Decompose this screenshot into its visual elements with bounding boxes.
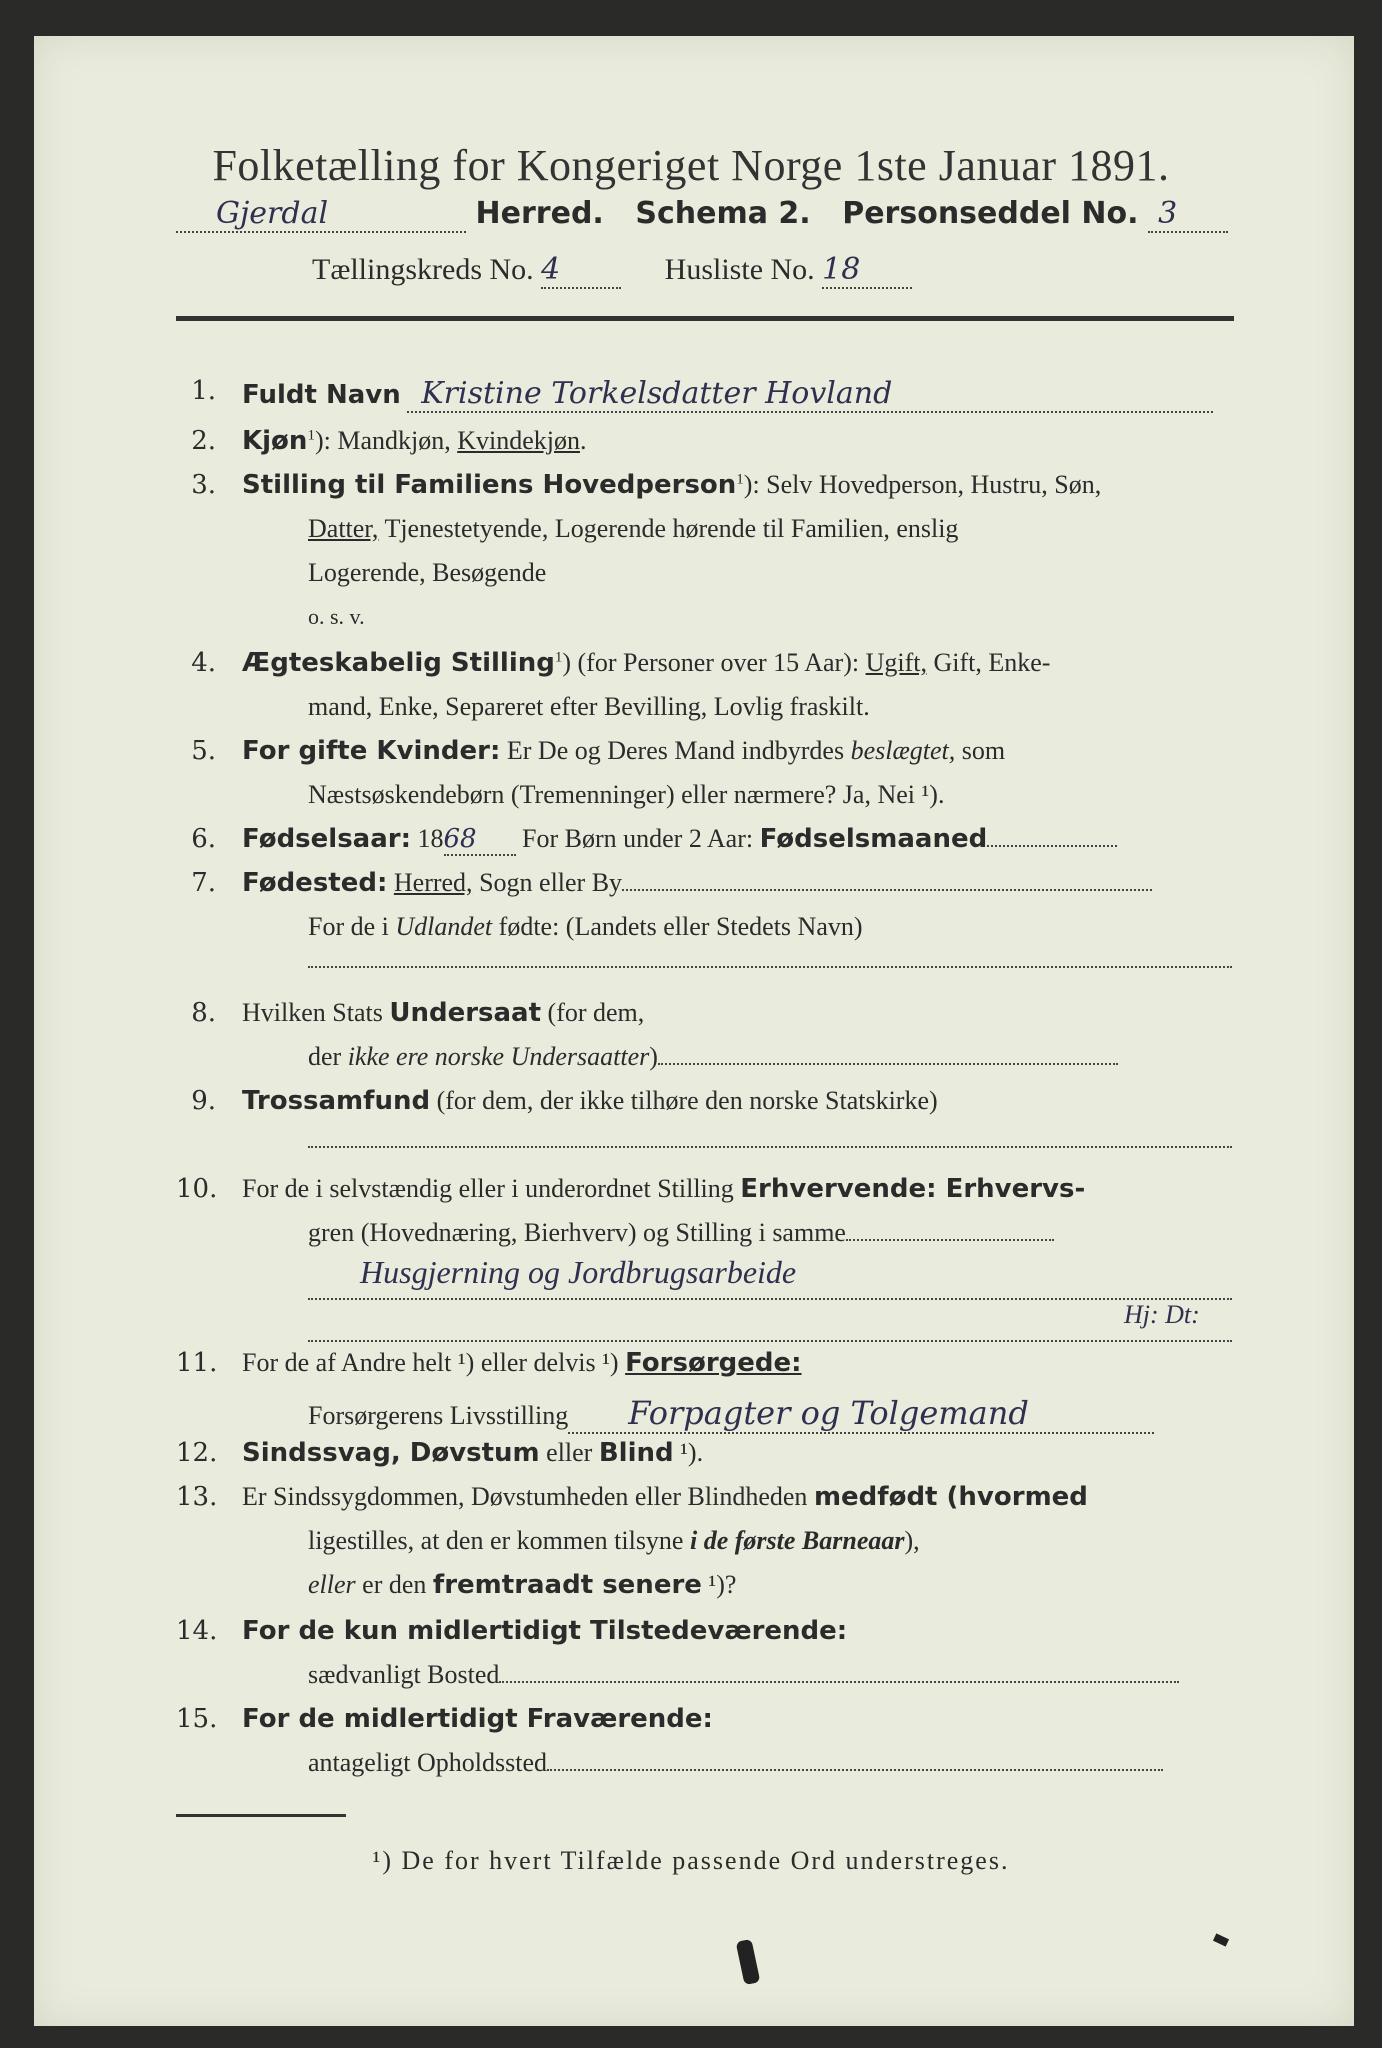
- q13-line-3: [308, 1570, 736, 1600]
- q1-line: [242, 376, 1213, 413]
- q10-answer-line-1: [308, 1298, 1232, 1300]
- q5-text1b: som: [955, 736, 1006, 765]
- q5-text1: Er De og Deres Mand indbyrdes: [500, 736, 851, 765]
- q13-label2: fremtraadt senere: [432, 1570, 702, 1600]
- q15-line-2: [308, 1748, 1163, 1778]
- q1-value: Kristine Torkelsdatter Hovland: [407, 376, 1213, 413]
- q12-end: ¹).: [673, 1438, 704, 1467]
- q13-number: 13.: [176, 1482, 218, 1512]
- personseddel-value: 3: [1148, 196, 1228, 233]
- q7-line-2: [308, 912, 863, 942]
- q13-text3a: er den: [355, 1570, 433, 1599]
- q7-label: Fødested:: [242, 868, 388, 898]
- husliste-label: Husliste No.: [664, 253, 815, 286]
- q11-line-2: [308, 1394, 1154, 1434]
- q7-italic: Udlandet: [395, 912, 493, 941]
- q8-number: 8.: [191, 998, 216, 1028]
- q10-label: Erhvervende: Erhvervs-: [740, 1174, 1086, 1204]
- herred-label: Herred.: [475, 196, 604, 231]
- q15-number: 15.: [176, 1704, 218, 1734]
- q10-value: Husgjerning og Jordbrugsarbeide: [360, 1254, 797, 1290]
- herred-value: Gjerdal: [176, 196, 466, 233]
- q8-text1b: (for dem,: [541, 998, 645, 1027]
- q5-line-1: [242, 736, 1005, 766]
- q13-text2a: ligestilles, at den er kommen tilsyne: [308, 1526, 690, 1555]
- q14-number: 14.: [176, 1616, 218, 1646]
- form-title: Folketælling for Kongeriget Norge 1ste Januar 1891.: [212, 141, 1170, 190]
- q10-value2: Hj: Dt:: [1124, 1300, 1200, 1329]
- q12-line: [242, 1438, 703, 1468]
- q4-label: Ægteskabelig Stilling: [242, 648, 555, 678]
- q8-italic: ikke ere norske Undersaatter: [347, 1042, 650, 1071]
- q10-line-2: [308, 1218, 1054, 1248]
- q4-line-1: [242, 648, 1050, 678]
- q7-answer-line: [308, 966, 1232, 968]
- q4-number: 4.: [191, 648, 216, 678]
- q2-sup: 1: [307, 427, 315, 444]
- q11-label: Forsørgede:: [625, 1348, 802, 1378]
- q3-line-2: [308, 514, 958, 544]
- q14-dots: [499, 1681, 1179, 1683]
- q8-label: Undersaat: [389, 998, 542, 1028]
- q6-number: 6.: [191, 824, 216, 854]
- q8-line-2: [308, 1042, 1118, 1072]
- q13-label: medfødt (hvormed: [813, 1482, 1088, 1512]
- q9-label: Trossamfund: [242, 1086, 431, 1116]
- q7-text2b: fødte: (Landets eller Stedets Navn): [492, 912, 863, 941]
- q11-value: Forpagter og Tolgemand: [568, 1394, 1154, 1434]
- q1-number: 1.: [191, 376, 216, 406]
- q8-text2a: der: [308, 1042, 348, 1071]
- q11-text2: Forsørgerens Livsstilling: [308, 1401, 569, 1430]
- q5-line-2: Næstsøskendebørn (Tremenninger) eller nærmere? Ja, Nei ¹).: [308, 780, 945, 809]
- q7-number: 7.: [191, 868, 216, 898]
- q9-number: 9.: [191, 1086, 216, 1116]
- q11-line-1: [242, 1348, 802, 1378]
- q3-label: Stilling til Familiens Hovedperson: [242, 470, 737, 500]
- q14-line-2: [308, 1660, 1179, 1690]
- q4-text1b: Gift, Enke-: [926, 648, 1051, 677]
- q9-answer-line: [308, 1146, 1232, 1148]
- q13-italic: i de første Barneaar: [689, 1526, 905, 1555]
- q13-line-2: [308, 1526, 920, 1556]
- q6-label: Fødselsaar:: [242, 824, 411, 854]
- kreds-value: 4: [541, 252, 621, 289]
- header-line-herred: [176, 196, 1228, 233]
- q7-text: Sogn eller By: [472, 868, 623, 897]
- q14-text: sædvanligt Bosted: [308, 1660, 500, 1689]
- kreds-label: Tællingskreds No.: [312, 253, 534, 286]
- q15-label: For de midlertidigt Fraværende:: [242, 1704, 713, 1734]
- q12-number: 12.: [176, 1438, 218, 1468]
- q13-text3b: ¹)?: [701, 1570, 737, 1599]
- q3-line-4: o. s. v.: [308, 604, 365, 629]
- q7-text2a: For de i: [308, 912, 396, 941]
- q3-text1: ): Selv Hovedperson, Hustru, Søn,: [743, 470, 1102, 499]
- q8-line-1: [242, 998, 644, 1028]
- q11-number: 11.: [176, 1348, 218, 1378]
- q4-selected: Ugift,: [865, 648, 927, 677]
- q15-line-1: [242, 1704, 713, 1734]
- q10-number: 10.: [176, 1174, 218, 1204]
- q2-end: .: [579, 426, 587, 455]
- schema-label: Schema 2.: [635, 196, 811, 231]
- q13-text2b: ),: [904, 1526, 920, 1555]
- header-line-kreds: [312, 252, 912, 289]
- q13-line-1: [242, 1482, 1088, 1512]
- q6-line: [242, 824, 1117, 856]
- q4-text1: ) (for Personer over 15 Aar):: [562, 648, 866, 677]
- q3-selected: Datter,: [308, 514, 379, 543]
- q8-text2b: ): [649, 1042, 658, 1071]
- q6-value: 68: [444, 824, 516, 856]
- q12-label: Sindssvag, Døvstum: [242, 1438, 540, 1468]
- q11-text1a: For de af Andre helt ¹) eller delvis ¹): [242, 1348, 626, 1377]
- q5-number: 5.: [191, 736, 216, 766]
- q13-text1a: Er Sindssygdommen, Døvstumheden eller Blindheden: [242, 1482, 814, 1511]
- q6-label2: Fødselsmaaned: [759, 824, 988, 854]
- q2-line: [242, 426, 586, 456]
- q5-italic: beslægtet,: [850, 736, 956, 765]
- q2-number: 2.: [191, 426, 216, 456]
- q10-line-1: [242, 1174, 1085, 1204]
- q14-line-1: [242, 1616, 847, 1646]
- q2-label: Kjøn: [242, 426, 308, 456]
- header-rule: [176, 316, 1234, 321]
- q10-answer-line-2: [308, 1340, 1232, 1342]
- q3-sup: 1: [736, 471, 744, 488]
- q10-text2: gren (Hovednæring, Bierhverv) og Stilling i samme: [308, 1218, 846, 1247]
- footnote-rule: [176, 1814, 346, 1817]
- q6-text: For Børn under 2 Aar:: [515, 824, 760, 853]
- q8-text1a: Hvilken Stats: [242, 998, 390, 1027]
- q7-dots: [622, 889, 1152, 891]
- husliste-value: 18: [822, 252, 912, 289]
- q9-line: [242, 1086, 938, 1116]
- q2-text: ): Mandkjøn,: [314, 426, 458, 455]
- q3-line-1: [242, 470, 1101, 500]
- q8-dots: [658, 1063, 1118, 1065]
- q3-text2: Tjenestetyende, Logerende hørende til Familien, enslig: [378, 514, 959, 543]
- q5-label: For gifte Kvinder:: [242, 736, 501, 766]
- q12-text: eller: [539, 1438, 599, 1467]
- q2-selected: Kvindekjøn: [457, 426, 580, 455]
- q4-line-2: mand, Enke, Separeret efter Bevilling, Lovlig fraskilt.: [308, 692, 870, 721]
- personseddel-label: Personseddel No.: [842, 196, 1139, 231]
- q6-prefix: 18: [411, 824, 444, 853]
- q7-selected: Herred,: [393, 868, 473, 897]
- q4-sup: 1: [554, 649, 563, 666]
- q10-dots: [846, 1239, 1054, 1241]
- q15-text: antageligt Opholdssted: [308, 1748, 548, 1777]
- q6-dots: [987, 845, 1117, 847]
- q14-label: For de kun midlertidigt Tilstedeværende:: [242, 1616, 848, 1646]
- q3-line-3: Logerende, Besøgende: [308, 558, 547, 587]
- q9-text: (for dem, der ikke tilhøre den norske Statskirke): [430, 1086, 938, 1115]
- q13-italic2: eller: [308, 1570, 356, 1599]
- q15-dots: [547, 1769, 1163, 1771]
- footnote: ¹) De for hvert Tilfælde passende Ord understreges.: [372, 1846, 1010, 1875]
- q1-label: Fuldt Navn: [242, 380, 401, 410]
- q10-text1a: For de i selvstændig eller i underordnet Stilling: [242, 1174, 741, 1203]
- q7-line-1: [242, 868, 1152, 898]
- q3-number: 3.: [191, 470, 216, 500]
- q12-label2: Blind: [598, 1438, 674, 1468]
